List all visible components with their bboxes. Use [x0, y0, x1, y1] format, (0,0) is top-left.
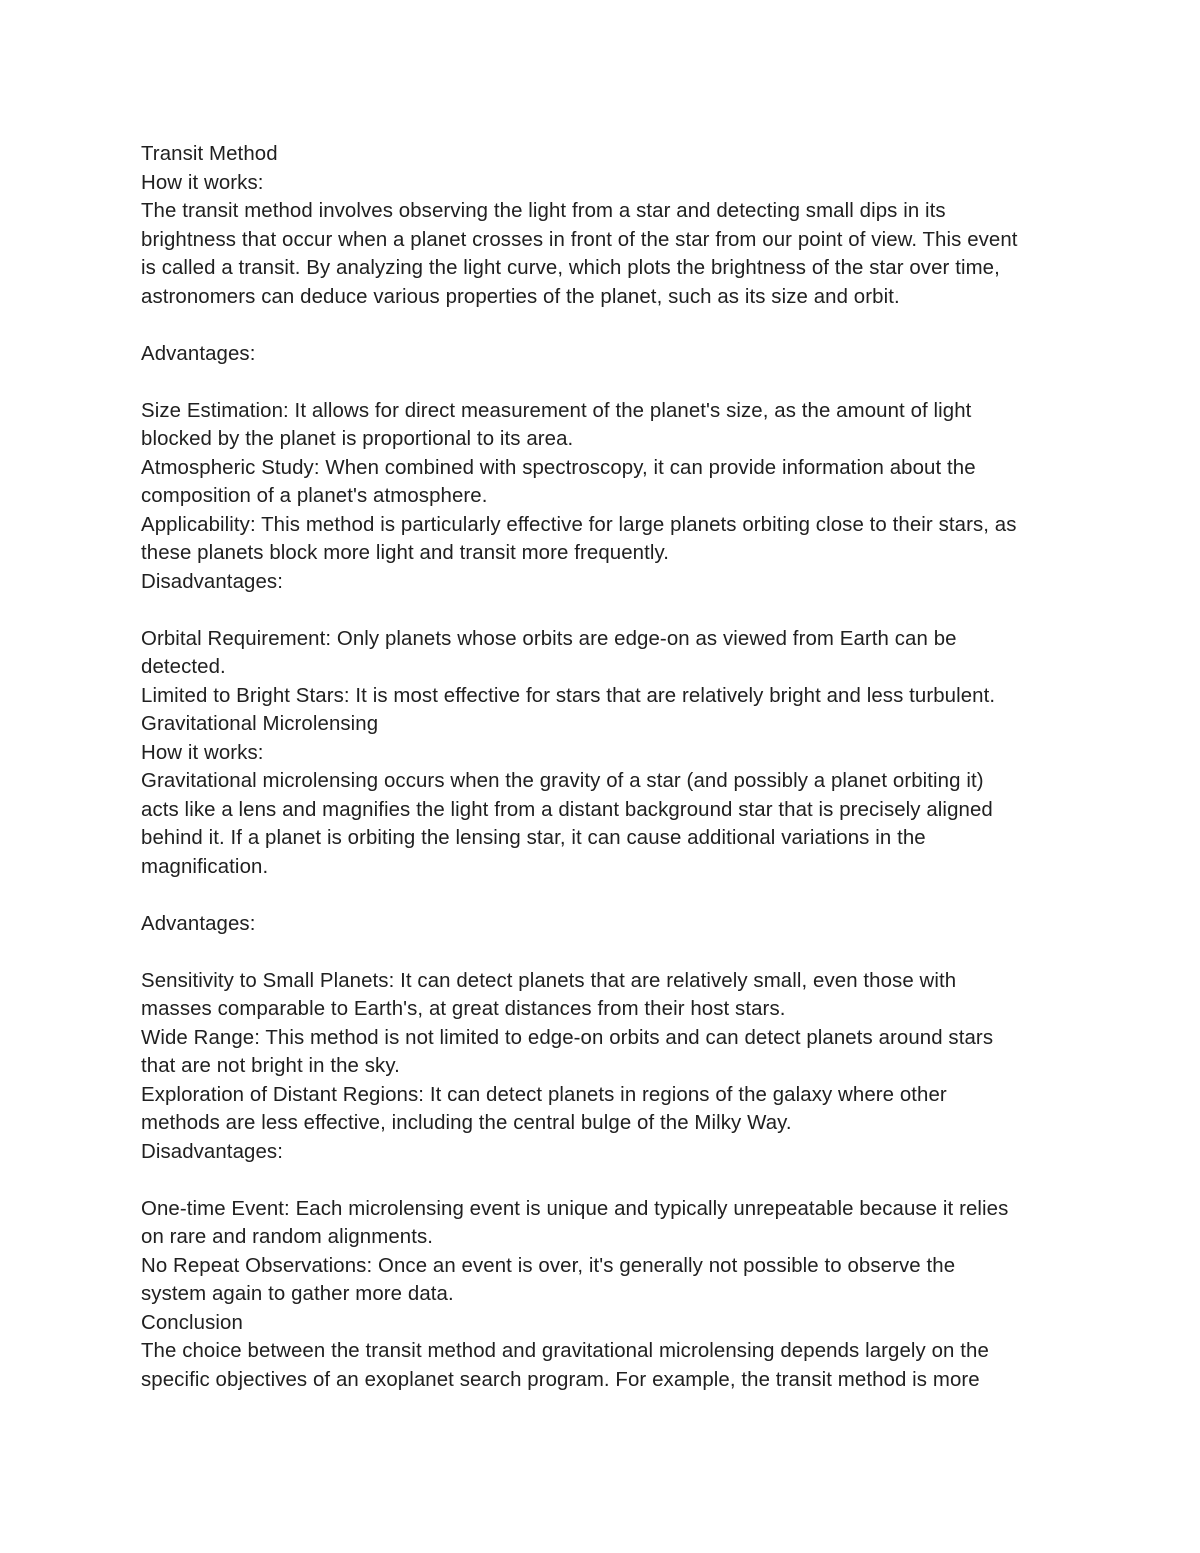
list-item-line: Exploration of Distant Regions: It can detect planets in regions of the galaxy where other — [141, 1083, 947, 1106]
paragraph-line: The choice between the transit method and gravitational microlensing depends largely on the — [141, 1340, 989, 1362]
subheading-advantages: Advantages: — [141, 912, 256, 935]
paragraph-line: brightness that occur when a planet crosses in front of the star from our point of view. This event — [141, 228, 1018, 251]
list-item-line: Limited to Bright Stars: It is most effective for stars that are relatively bright and less turbulent. — [141, 684, 996, 707]
paragraph-line: astronomers can deduce various properties of the planet, such as its size and orbit. — [141, 285, 900, 308]
subheading-disadvantages: Disadvantages: — [141, 1140, 283, 1163]
paragraph-line: specific objectives of an exoplanet search program. For example, the transit method is more — [141, 1368, 980, 1391]
list-item-line: on rare and random alignments. — [141, 1226, 434, 1248]
blank-line — [141, 1166, 1071, 1195]
heading-gravitational-microlensing: Gravitational Microlensing — [141, 713, 379, 735]
list-item-line: Applicability: This method is particularly effective for large planets orbiting close to their stars, as — [141, 513, 1017, 536]
blank-line — [141, 938, 1071, 967]
subheading-advantages: Advantages: — [141, 342, 256, 365]
paragraph-line: acts like a lens and magnifies the light from a distant background star that is precisely aligned — [141, 798, 993, 821]
blank-line — [141, 596, 1071, 625]
list-item-line: Orbital Requirement: Only planets whose orbits are edge-on as viewed from Earth can be — [141, 627, 957, 650]
list-item-line: Atmospheric Study: When combined with spectroscopy, it can provide information about the — [141, 456, 976, 479]
heading-transit-method: Transit Method — [141, 143, 278, 165]
list-item-line: methods are less effective, including the central bulge of the Milky Way. — [141, 1112, 792, 1134]
subheading-how-it-works: How it works: — [141, 741, 264, 764]
list-item-line: system again to gather more data. — [141, 1283, 454, 1305]
document-body — [141, 140, 1071, 1394]
paragraph-line: Gravitational microlensing occurs when the gravity of a star (and possibly a planet orbiting it) — [141, 770, 984, 792]
list-item-line: Wide Range: This method is not limited to edge-on orbits and can detect planets around stars — [141, 1026, 994, 1049]
list-item-line: detected. — [141, 656, 226, 678]
paragraph-line: is called a transit. By analyzing the light curve, which plots the brightness of the star over time, — [141, 257, 1000, 279]
blank-line — [141, 311, 1071, 340]
paragraph-line: The transit method involves observing the light from a star and detecting small dips in its — [141, 200, 946, 222]
blank-line — [141, 368, 1071, 397]
subheading-disadvantages: Disadvantages: — [141, 570, 283, 593]
list-item-line: blocked by the planet is proportional to its area. — [141, 428, 574, 450]
list-item-line: Sensitivity to Small Planets: It can detect planets that are relatively small, even those with — [141, 969, 957, 992]
blank-line — [141, 881, 1071, 910]
heading-conclusion: Conclusion — [141, 1311, 243, 1334]
list-item-line: Size Estimation: It allows for direct measurement of the planet's size, as the amount of light — [141, 399, 972, 422]
list-item-line: composition of a planet's atmosphere. — [141, 485, 488, 507]
list-item-line: these planets block more light and transit more frequently. — [141, 542, 670, 564]
list-item-line: masses comparable to Earth's, at great distances from their host stars. — [141, 998, 786, 1020]
subheading-how-it-works: How it works: — [141, 171, 264, 194]
list-item-line: One-time Event: Each microlensing event is unique and typically unrepeatable because it relies — [141, 1197, 1009, 1220]
paragraph-line: magnification. — [141, 855, 269, 878]
paragraph-line: behind it. If a planet is orbiting the lensing star, it can cause additional variations in the — [141, 827, 926, 849]
list-item-line: that are not bright in the sky. — [141, 1055, 400, 1077]
list-item-line: No Repeat Observations: Once an event is over, it's generally not possible to observe the — [141, 1254, 956, 1277]
